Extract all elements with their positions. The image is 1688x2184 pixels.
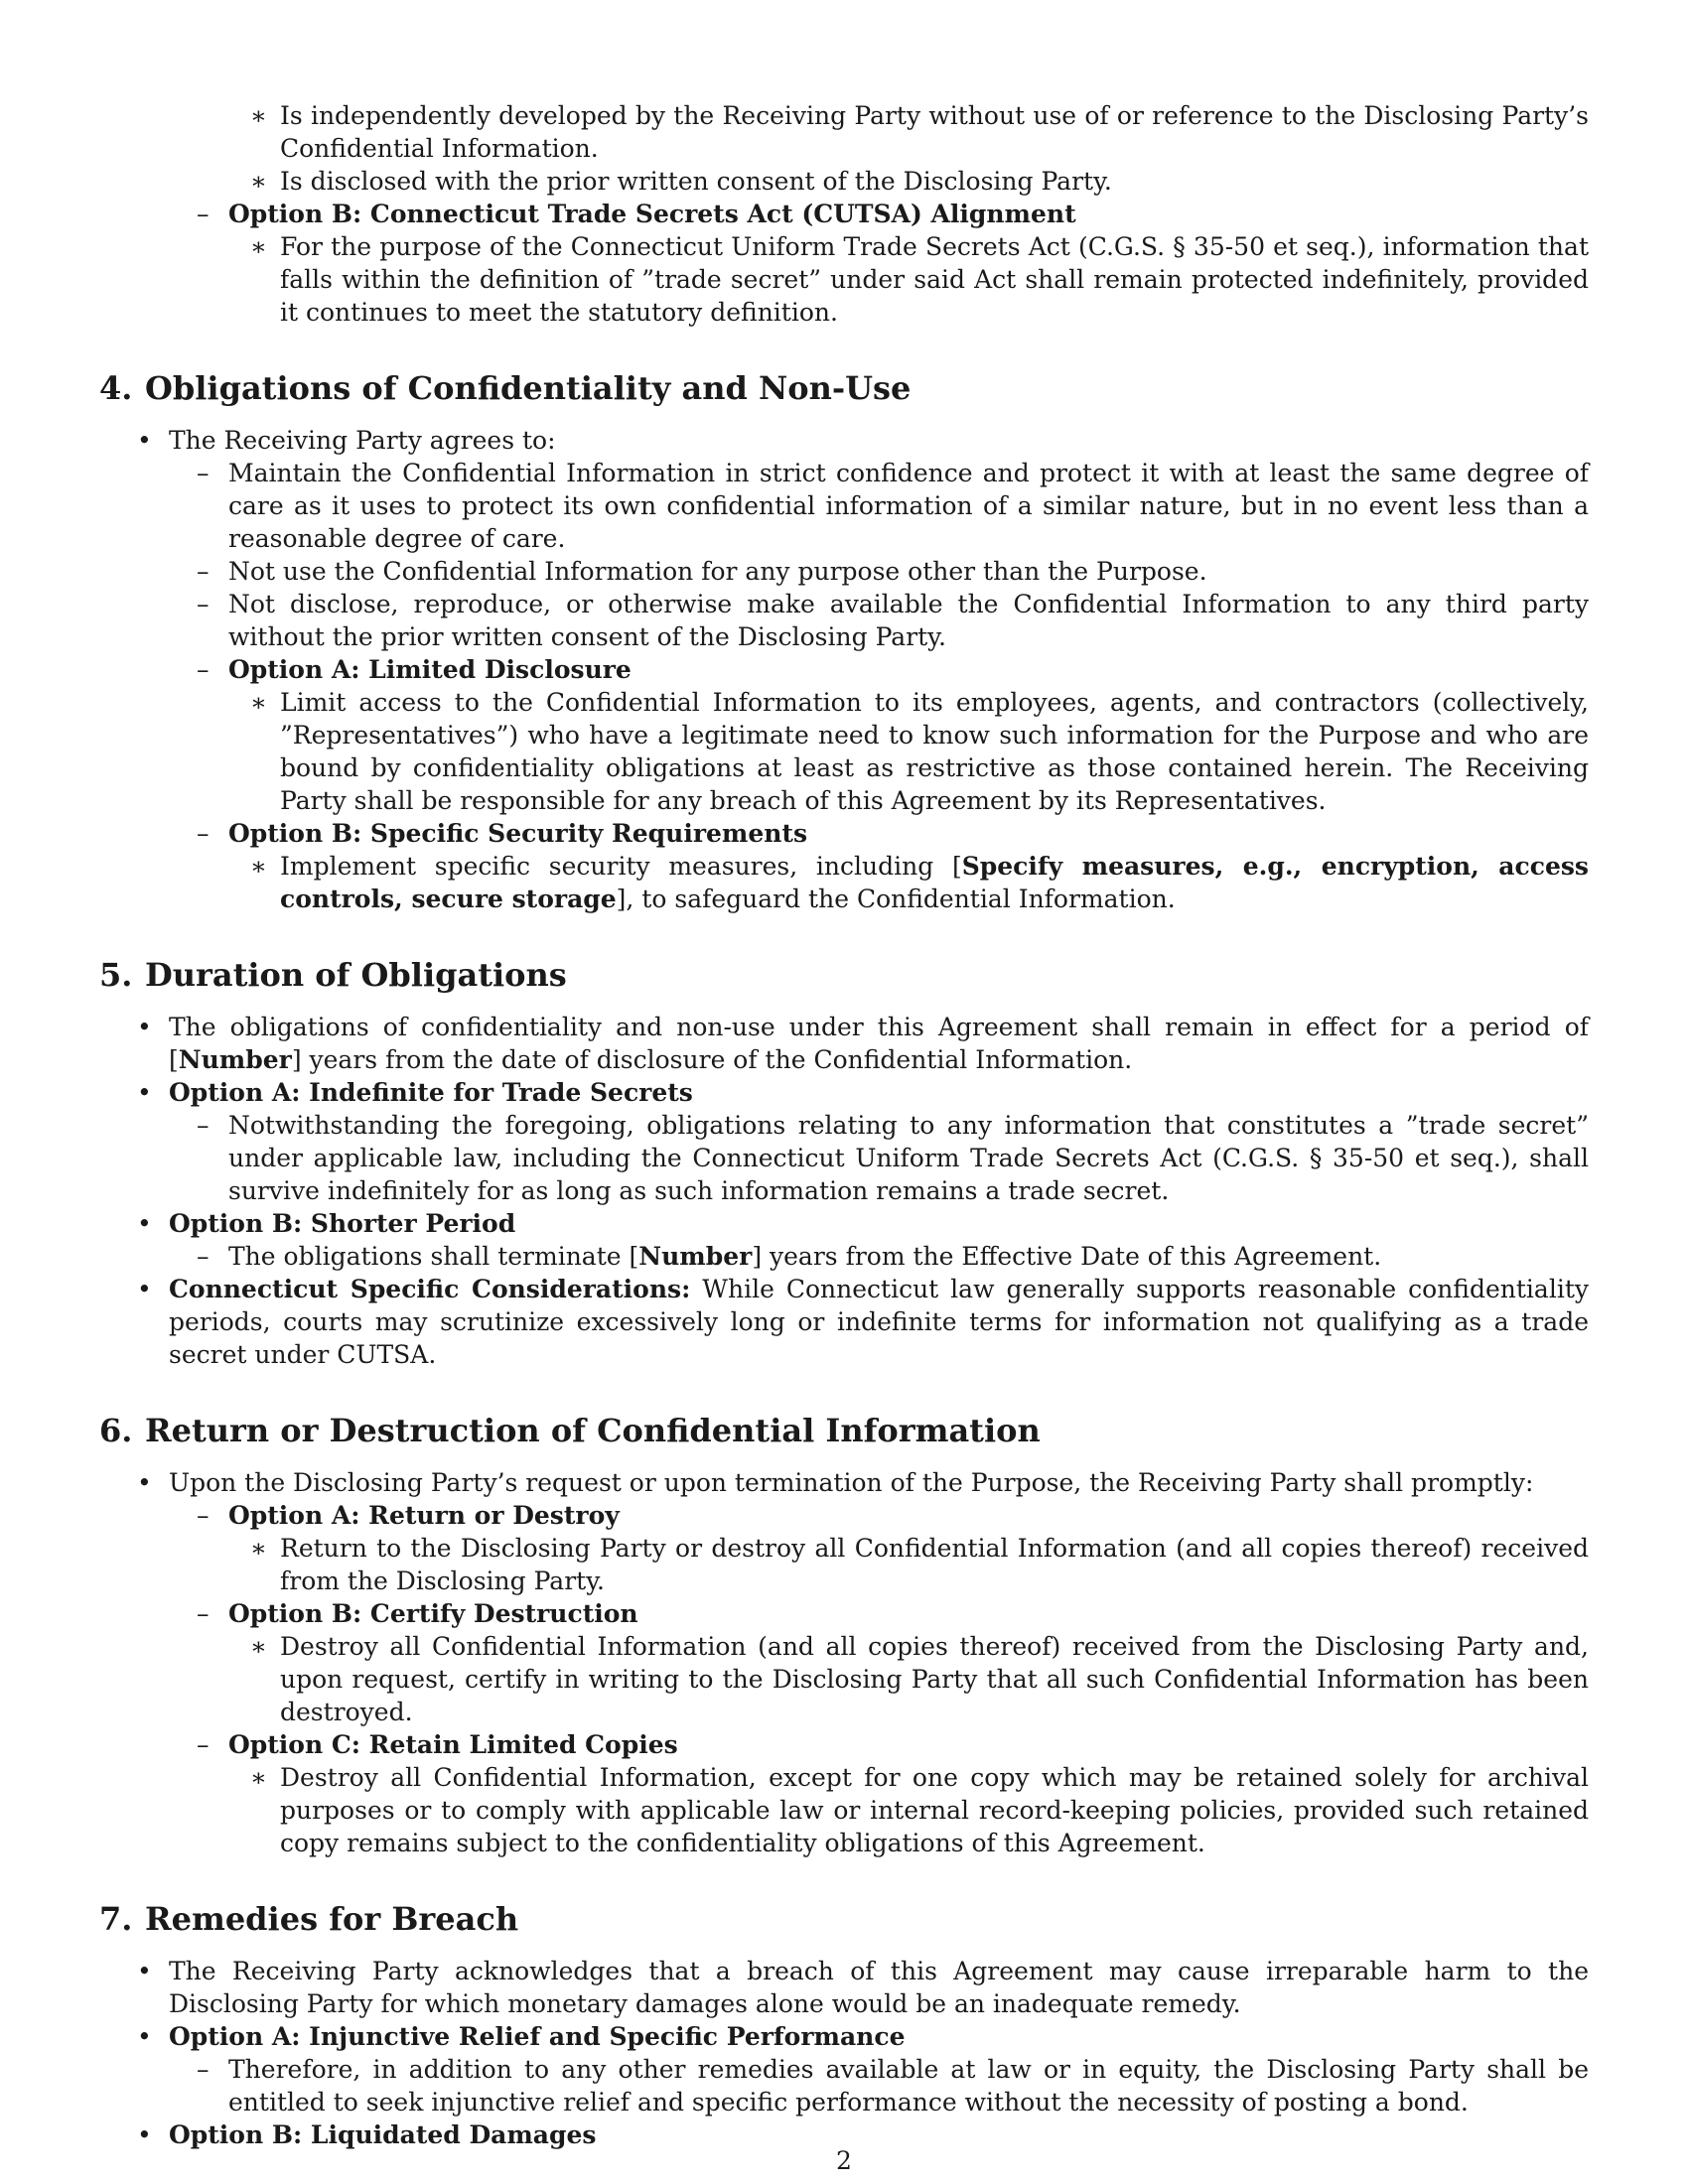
list-item: – Maintain the Confidential Information in strict confidence and protect it with at least the same degree of care as it uses to protect its own confidential information of a similar nature, but in no event less than a reasonable degree of care. xyxy=(197,459,1589,553)
section-5-heading: 5. Duration of Obligations xyxy=(99,956,567,994)
section-4-heading: 4. Obligations of Confidentiality and Non-Use xyxy=(99,369,912,407)
option-item: • Option A: Injunctive Relief and Specific Performance xyxy=(137,2022,906,2051)
list-item: – The obligations shall terminate [Number] years from the Effective Date of this Agreement. xyxy=(197,1242,1382,1271)
option-item: – Option C: Retain Limited Copies xyxy=(197,1730,678,1759)
asterisk-bullet: ∗ xyxy=(250,232,267,261)
list-item: ∗ Is disclosed with the prior written consent of the Disclosing Party. xyxy=(250,167,1112,196)
option-item: • Option B: Shorter Period xyxy=(137,1209,516,1238)
list-item: • The Receiving Party agrees to: xyxy=(137,426,556,455)
bullet: • xyxy=(137,1468,152,1497)
dash-bullet: – xyxy=(197,819,210,848)
section-6-heading: 6. Return or Destruction of Confidential Information xyxy=(99,1412,1041,1449)
list-item: – Not disclose, reproduce, or otherwise make available the Confidential Information to any third party without the prior written consent of the Disclosing Party. xyxy=(197,590,1589,651)
list-item: ∗ Is independently developed by the Receiving Party without use of or reference to the Disclosing Party’s Confidential Information. xyxy=(250,101,1589,163)
dash-bullet: – xyxy=(197,1730,210,1759)
list-item: ∗ Limit access to the Confidential Information to its employees, agents, and contractors (collectively, ”Representatives”) who have a legitimate need to know such information for the Purpose and who are bound by confidentiality obligations at least as restrictive as those contained herein. The Receiving Party shall be responsible for any breach of this Agreement by its Representatives. xyxy=(250,688,1589,815)
asterisk-bullet: ∗ xyxy=(250,1632,267,1661)
dash-bullet: – xyxy=(197,590,210,618)
section-7-heading: 7. Remedies for Breach xyxy=(99,1900,519,1938)
asterisk-bullet: ∗ xyxy=(250,101,267,130)
document-body xyxy=(99,99,1589,2151)
option-item: • Option B: Liquidated Damages xyxy=(137,2120,597,2149)
option-item: • Option A: Indefinite for Trade Secrets xyxy=(137,1078,693,1107)
list-item: • The Receiving Party acknowledges that a breach of this Agreement may cause irreparable harm to the Disclosing Party for which monetary damages alone would be an inadequate remedy. xyxy=(137,1957,1589,2018)
bullet: • xyxy=(137,1013,152,1041)
page-number: 2 xyxy=(836,2146,852,2175)
bullet: • xyxy=(137,2120,152,2149)
dash-bullet: – xyxy=(197,1242,210,1271)
asterisk-bullet: ∗ xyxy=(250,1763,267,1792)
list-item: – Therefore, in addition to any other remedies available at law or in equity, the Disclosing Party shall be entitled to seek injunctive relief and specific performance without the necessity of posting a bond. xyxy=(197,2055,1589,2116)
list-item: ∗ Destroy all Confidential Information (and all copies thereof) received from the Disclosing Party and, upon request, certify in writing to the Disclosing Party that all such Confidential Information has been destroyed. xyxy=(250,1632,1589,1726)
list-item: • Connecticut Specific Considerations: While Connecticut law generally supports reasonable confidentiality periods, courts may scrutinize excessively long or indefinite terms for information not qualifying as a trade secret under CUTSA. xyxy=(137,1275,1589,1369)
bullet: • xyxy=(137,2022,152,2051)
asterisk-bullet: ∗ xyxy=(250,167,267,196)
list-item: • Upon the Disclosing Party’s request or upon termination of the Purpose, the Receiving Party shall promptly: xyxy=(137,1468,1534,1497)
bullet: • xyxy=(137,1078,152,1107)
list-item: ∗ Implement specific security measures, including [Specify measures, e.g., encryption, access controls, secure storage], to safeguard the Confidential Information. xyxy=(250,852,1590,913)
asterisk-bullet: ∗ xyxy=(250,852,267,881)
dash-bullet: – xyxy=(197,655,210,684)
dash-bullet: – xyxy=(197,1599,210,1628)
list-item: ∗ Return to the Disclosing Party or destroy all Confidential Information (and all copies thereof) received from the Disclosing Party. xyxy=(250,1534,1589,1595)
dash-bullet: – xyxy=(197,557,210,586)
list-item: – Notwithstanding the foregoing, obligations relating to any information that constitutes a ”trade secret” under applicable law, including the Connecticut Uniform Trade Secrets Act (C.G.S. § 35-50 et seq.), shall survive indefinitely for as long as such information remains a trade secret. xyxy=(197,1111,1589,1205)
dash-bullet: – xyxy=(197,1111,210,1140)
list-item: ∗ For the purpose of the Connecticut Uniform Trade Secrets Act (C.G.S. § 35-50 et seq.), information that falls within the definition of ”trade secret” under said Act shall remain protected indefinitely, provided it continues to meet the statutory definition. xyxy=(250,232,1589,327)
option-item: – Option B: Connecticut Trade Secrets Act (CUTSA) Alignment xyxy=(197,200,1076,228)
dash-bullet: – xyxy=(197,1501,210,1530)
dash-bullet: – xyxy=(197,2055,210,2084)
bullet: • xyxy=(137,1275,152,1303)
asterisk-bullet: ∗ xyxy=(250,688,267,717)
option-item: – Option B: Certify Destruction xyxy=(197,1599,638,1628)
option-item: – Option B: Specific Security Requirements xyxy=(197,819,808,848)
dash-bullet: – xyxy=(197,200,210,228)
dash-bullet: – xyxy=(197,459,210,487)
option-item: – Option A: Return or Destroy xyxy=(197,1501,620,1530)
bullet: • xyxy=(137,1957,152,1985)
option-item: – Option A: Limited Disclosure xyxy=(197,655,632,684)
bullet: • xyxy=(137,1209,152,1238)
list-item: ∗ Destroy all Confidential Information, except for one copy which may be retained solely for archival purposes or to comply with applicable law or internal record-keeping policies, provided such retained copy remains subject to the confidentiality obligations of this Agreement. xyxy=(250,1763,1589,1857)
asterisk-bullet: ∗ xyxy=(250,1534,267,1563)
list-item: – Not use the Confidential Information for any purpose other than the Purpose. xyxy=(197,557,1207,586)
list-item: • The obligations of confidentiality and non-use under this Agreement shall remain in effect for a period of [Number] years from the date of disclosure of the Confidential Information. xyxy=(137,1013,1589,1074)
bullet: • xyxy=(137,426,152,455)
